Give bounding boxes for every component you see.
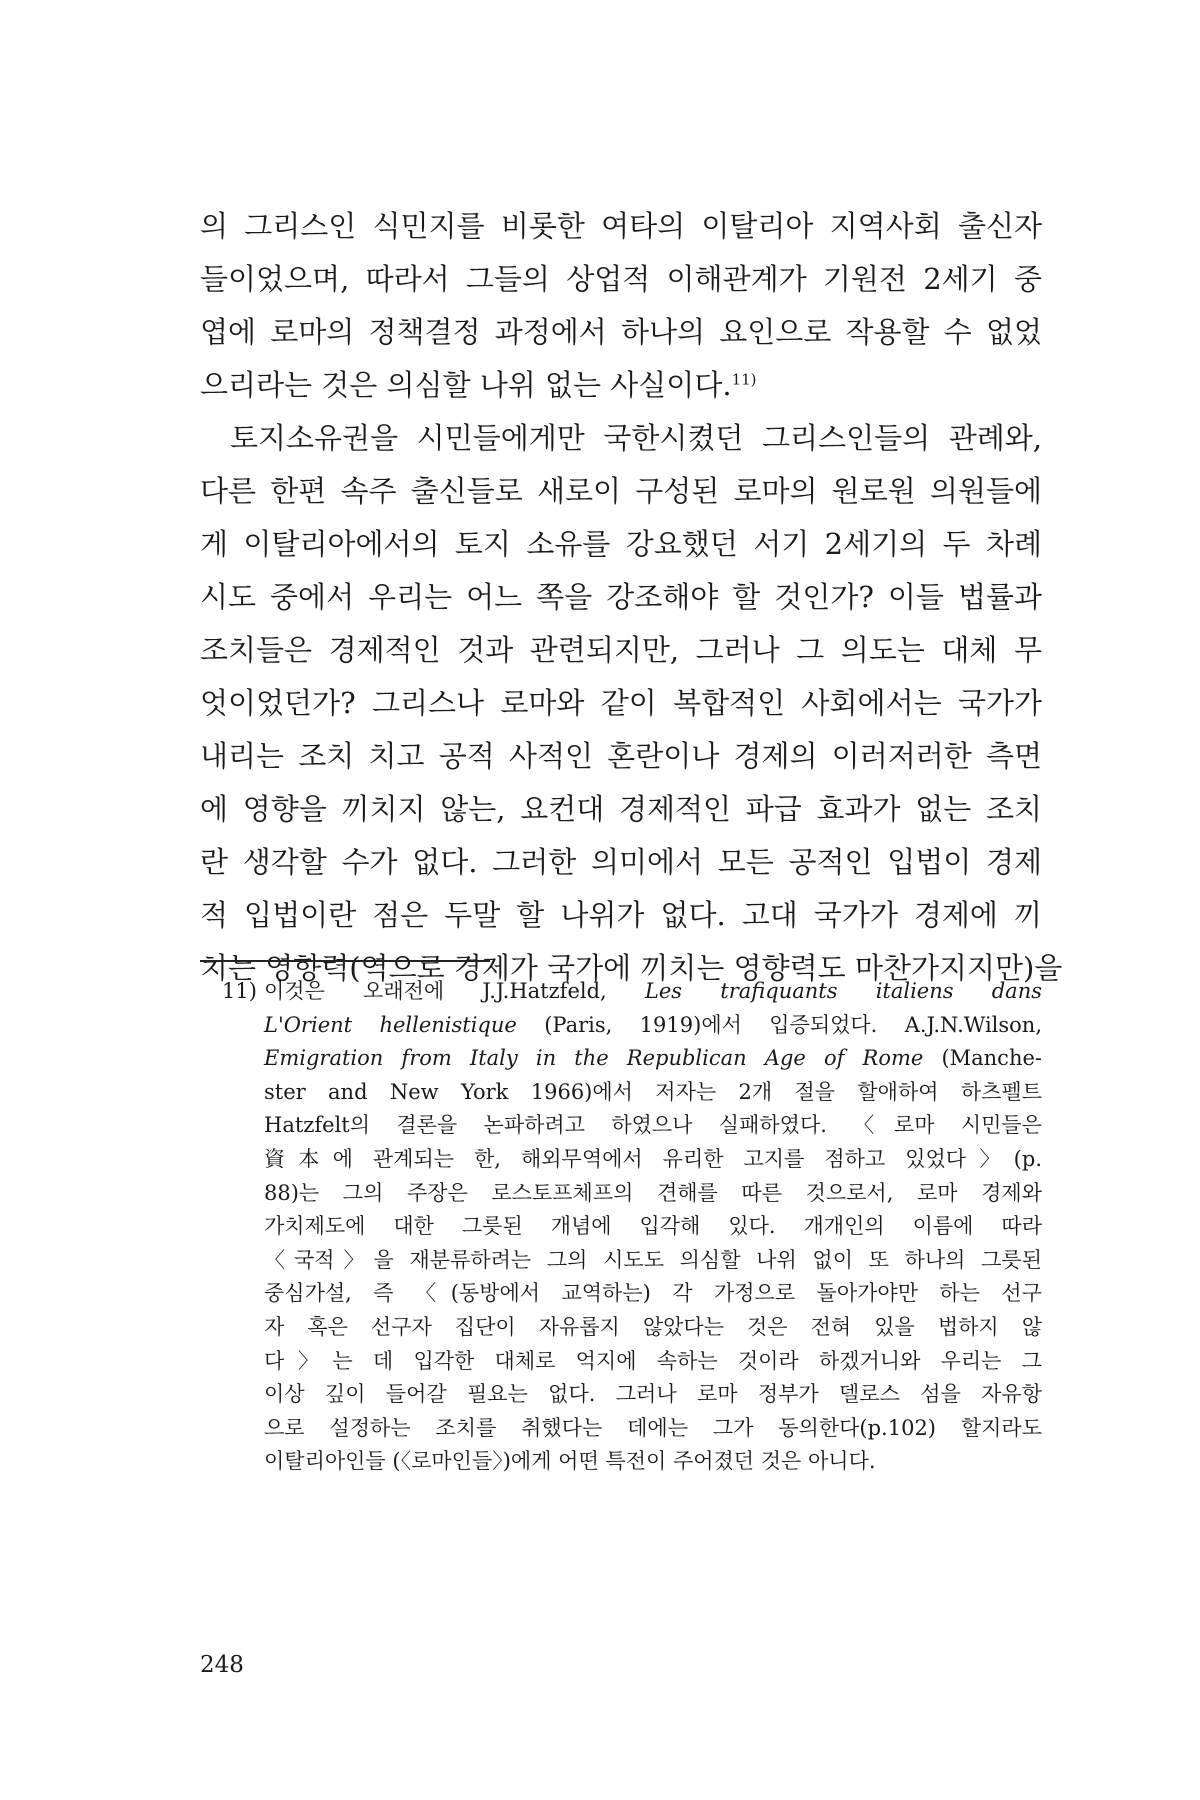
- page-number: 248: [200, 1652, 244, 1678]
- footnote-line: [222, 975, 1042, 1009]
- footnote-divider: [200, 960, 490, 962]
- text-line: 엽에 로마의 정책결정 과정에서 하나의 요인으로 작용할 수 없었: [200, 315, 1042, 349]
- footnote-line: [222, 1042, 1042, 1076]
- text-line: 내리는 조치 치고 공적 사적인 혼란이나 경제의 이러저러한 측면: [200, 739, 1042, 773]
- text-line-content: 으리라는 것은 의심할 나위 없는 사실이다.: [200, 368, 732, 402]
- footnote-line: 이상 깊이 들어갈 필요는 없다. 그러나 로마 정부가 델로스 섬을 자유항: [264, 1382, 1042, 1407]
- footnote-line: [222, 1009, 1042, 1043]
- footnote-line: 으로 설정하는 조치를 취했다는 데에는 그가 동의한다(p.102) 할지라도: [264, 1415, 1042, 1440]
- text-line: 란 생각할 수가 없다. 그러한 의미에서 모든 공적인 입법이 경제: [200, 845, 1042, 879]
- footnote-line: 다〉는 데 입각한 대체로 억지에 속하는 것이라 하겠거니와 우리는 그: [264, 1348, 1042, 1373]
- text-line: 의 그리스인 식민지를 비롯한 여타의 이탈리아 지역사회 출신자: [200, 209, 1042, 243]
- text-line: 에 영향을 끼치지 않는, 요컨대 경제적인 파급 효과가 없는 조치: [200, 792, 1042, 826]
- text-line: 조치들은 경제적인 것과 관련되지만, 그러나 그 의도는 대체 무: [200, 633, 1042, 667]
- footnote-line: 가치제도에 대한 그릇된 개념에 입각해 있다. 개개인의 이름에 따라: [264, 1214, 1042, 1239]
- text-line: 다른 한편 속주 출신들로 새로이 구성된 로마의 원로원 의원들에: [200, 474, 1042, 508]
- text-line: 게 이탈리아에서의 토지 소유를 강요했던 서기 2세기의 두 차례: [200, 527, 1042, 561]
- text-line: 엇이었던가? 그리스나 로마와 같이 복합적인 사회에서는 국가가: [200, 686, 1042, 720]
- footnote-text: (Manche-: [923, 1046, 1042, 1071]
- footnote-text: (Paris, 1919)에서 입증되었다. A.J.N.Wilson,: [516, 1012, 1043, 1037]
- text-line: [200, 359, 1042, 412]
- footnote-line: Hatzfelt의 결론을 논파하려고 하였으나 실패하였다. 〈로마 시민들은: [264, 1113, 1042, 1138]
- text-line: 시도 중에서 우리는 어느 쪽을 강조해야 할 것인가? 이들 법률과: [200, 580, 1042, 614]
- footnote-line: ster and New York 1966)에서 저자는 2개 절을 할애하여 하츠펠트: [264, 1079, 1042, 1104]
- main-text: [200, 200, 1063, 995]
- footnote-text: 이것은 오래전에 J.J.Hatzfeld,: [264, 979, 645, 1003]
- footnote-line: 〈국적〉을 재분류하려는 그의 시도도 의심할 나위 없이 또 하나의 그릇된: [264, 1247, 1042, 1272]
- footnote-title-italic: Emigration from Italy in the Republican Age of Rome: [264, 1046, 924, 1071]
- footnote-title-italic: Les trafiquants italiens dans: [644, 979, 1042, 1003]
- footnote-line: 이탈리아인들 (〈로마인들〉)에게 어떤 특전이 주어졌던 것은 아니다.: [264, 1449, 876, 1474]
- text-line: 들이었으며, 따라서 그들의 상업적 이해관계가 기원전 2세기 중: [200, 262, 1042, 296]
- text-line: 치는 영향력(역으로 경제가 국가에 끼치는 영향력도 마찬가지지만)을: [200, 951, 1063, 985]
- text-line: 적 입법이란 점은 두말 할 나위가 없다. 고대 국가가 경제에 끼: [200, 898, 1042, 932]
- footnote-line: 자 혹은 선구자 집단이 자유롭지 않았다는 것은 전혀 있을 법하지 않: [264, 1314, 1042, 1339]
- footnote-line: 88)는 그의 주장은 로스토프체프의 견해를 따른 것으로서, 로마 경제와: [264, 1180, 1042, 1205]
- footnote-number: 11): [222, 979, 257, 1003]
- footnote-line: 資本에 관계되는 한, 해외무역에서 유리한 고지를 점하고 있었다〉(p.: [264, 1146, 1042, 1171]
- footnote-title-italic: L'Orient hellenistique: [264, 1012, 517, 1037]
- footnote-11: [222, 975, 1042, 1479]
- footnote-reference: 11): [731, 370, 757, 389]
- paragraph-first-line: 토지소유권을 시민들에게만 국한시켰던 그리스인들의 관례와,: [230, 421, 1042, 455]
- footnote-line: 중심가설, 즉 〈(동방에서 교역하는) 각 가정으로 돌아가야만 하는 선구: [264, 1281, 1042, 1306]
